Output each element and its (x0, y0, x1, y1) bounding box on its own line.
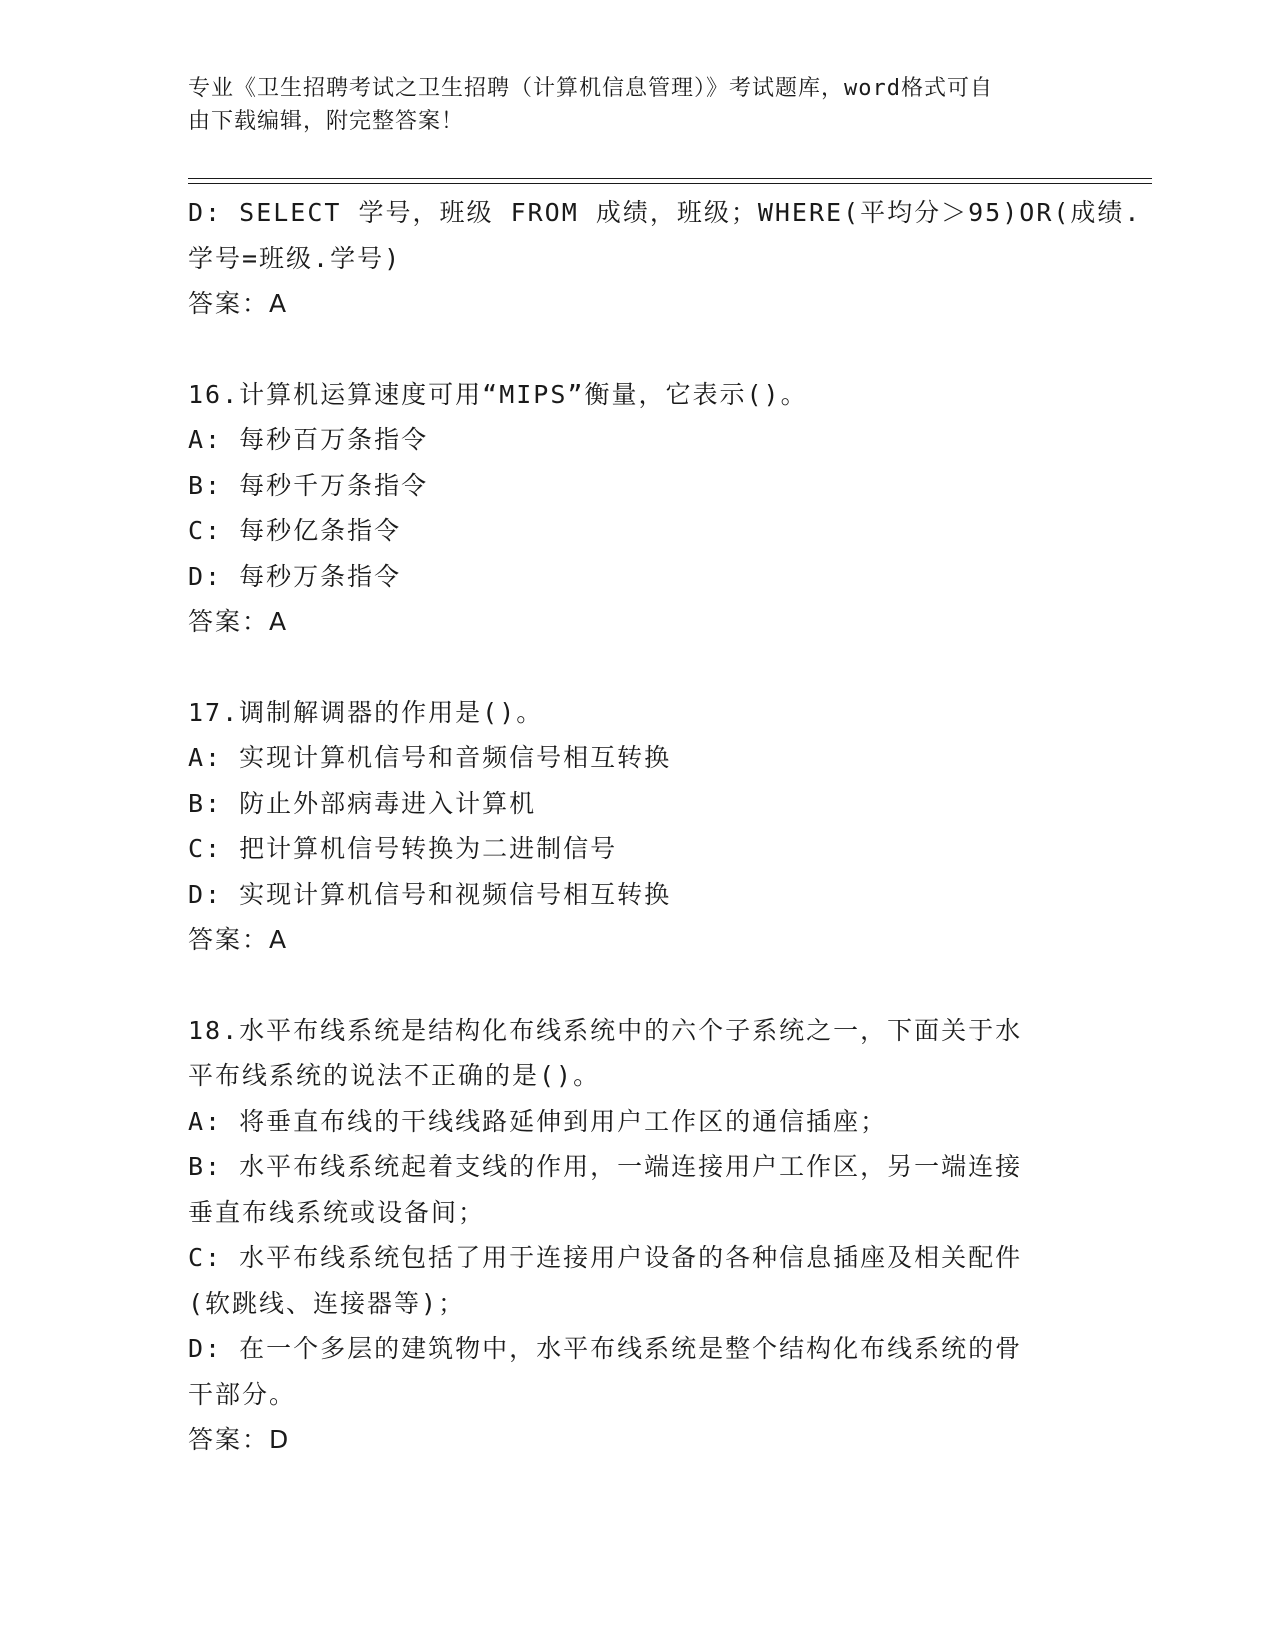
question-stem: 17.调制解调器的作用是()。 (188, 697, 544, 727)
option-b-line-1: B: 水平布线系统起着支线的作用，一端连接用户工作区，另一端连接 (188, 1152, 1023, 1181)
spacer (188, 327, 1148, 372)
question-stem-line-2: 平布线系统的说法不正确的是()。 (188, 1061, 601, 1090)
header-line-1: 专业《卫生招聘考试之卫生招聘（计算机信息管理）》考试题库，word格式可自 (188, 76, 993, 101)
question-stem-line-1: 18.水平布线系统是结构化布线系统中的六个子系统之一，下面关于水 (188, 1015, 1023, 1045)
option-d-line-2: 干部分。 (188, 1379, 297, 1409)
option-c-line-2: (软跳线、连接器等)； (188, 1288, 466, 1318)
question-17 (188, 690, 1148, 963)
option-d: D: 每秒万条指令 (188, 561, 402, 591)
answer-label: 答案：A (188, 289, 289, 318)
question-15-tail (188, 190, 1148, 327)
answer-label: 答案：D (188, 1425, 291, 1454)
option-a: A: 实现计算机信号和音频信号相互转换 (188, 743, 672, 772)
option-d-line-1: D: SELECT 学号，班级 FROM 成绩，班级；WHERE(平均分＞95)OR(成绩. (188, 198, 1142, 227)
spacer (188, 645, 1148, 690)
header-divider-bottom (188, 183, 1152, 184)
option-a: A: 每秒百万条指令 (188, 425, 429, 454)
option-c-line-1: C: 水平布线系统包括了用于连接用户设备的各种信息插座及相关配件 (188, 1243, 1023, 1272)
document-header (188, 72, 1088, 138)
option-b: B: 防止外部病毒进入计算机 (188, 788, 537, 818)
header-line-2: 由下载编辑，附完整答案！ (188, 109, 465, 134)
option-c: C: 把计算机信号转换为二进制信号 (188, 834, 618, 863)
question-stem: 16.计算机运算速度可用“MIPS”衡量，它表示()。 (188, 379, 808, 409)
answer-label: 答案：A (188, 925, 289, 954)
option-c: C: 每秒亿条指令 (188, 516, 402, 545)
answer-label: 答案：A (188, 607, 289, 636)
option-d-line-1: D: 在一个多层的建筑物中，水平布线系统是整个结构化布线系统的骨 (188, 1334, 1023, 1363)
question-16 (188, 372, 1148, 645)
spacer (188, 963, 1148, 1008)
option-d: D: 实现计算机信号和视频信号相互转换 (188, 879, 672, 909)
question-18 (188, 1008, 1148, 1463)
question-list (188, 190, 1148, 1463)
option-b-line-2: 垂直布线系统或设备间； (188, 1197, 486, 1227)
option-a: A: 将垂直布线的干线线路延伸到用户工作区的通信插座； (188, 1106, 888, 1136)
option-b: B: 每秒千万条指令 (188, 470, 429, 500)
option-d-line-2: 学号=班级.学号) (188, 243, 402, 273)
header-divider-top (188, 178, 1152, 179)
